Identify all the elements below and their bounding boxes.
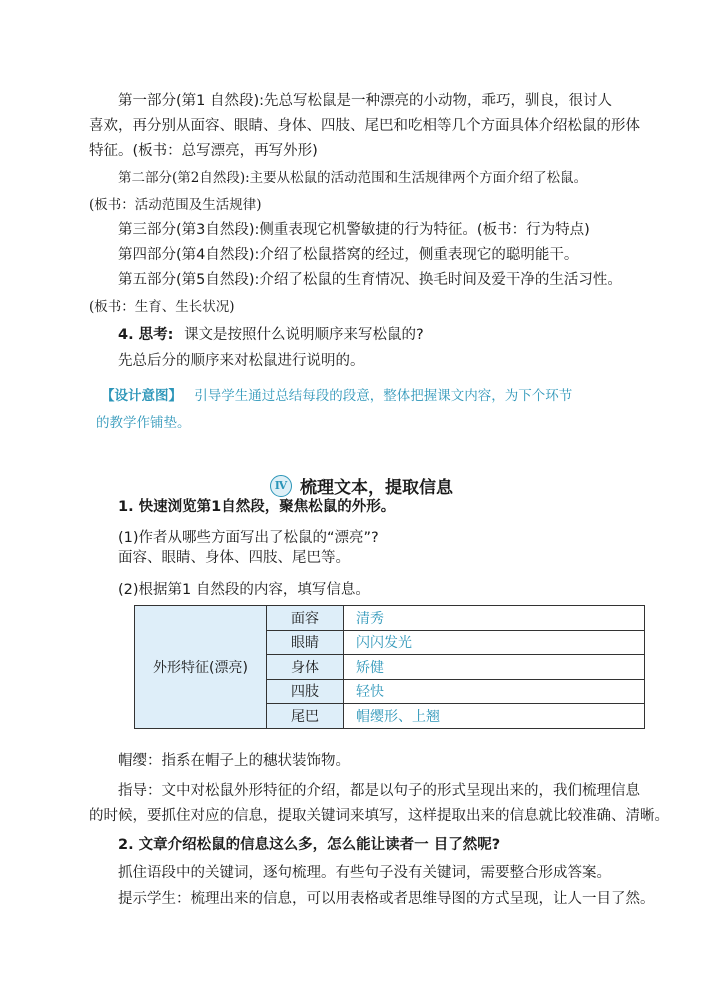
table-part-cell: 身体 xyxy=(267,655,344,680)
table-category-cell: 外形特征(漂亮) xyxy=(135,606,267,729)
paragraph-part2-line2: (板书：活动范围及生活规律) xyxy=(89,197,262,213)
question-1-sub1-answer: 面容、眼睛、身体、四肢、尾巴等。 xyxy=(118,550,350,566)
table-part-cell: 四肢 xyxy=(267,679,344,704)
question-4 xyxy=(118,323,424,347)
table-part-cell: 面容 xyxy=(267,606,344,631)
design-intent-line1 xyxy=(101,384,572,408)
table-value-cell: 矫健 xyxy=(344,655,645,680)
paragraph-part2-line1: 第二部分(第2自然段):主要从松鼠的活动范围和生活规律两个方面介绍了松鼠。 xyxy=(118,170,588,186)
paragraph-part4: 第四部分(第4自然段):介绍了松鼠搭窝的经过，侧重表现它的聪明能干。 xyxy=(118,247,579,263)
features-table xyxy=(134,605,645,729)
section-numeral-badge: Ⅳ xyxy=(270,475,292,497)
question-4-label: 4. 思考: xyxy=(118,327,174,343)
question-1-sub1: (1)作者从哪些方面写出了松鼠的“漂亮”? xyxy=(118,530,379,546)
table-value-cell: 轻快 xyxy=(344,679,645,704)
paragraph-part3: 第三部分(第3自然段):侧重表现它机警敏捷的行为特征。(板书：行为特点) xyxy=(118,222,590,238)
question-2-answer: 抓住语段中的关键词，逐句梳理。有些句子没有关键词，需要整合形成答案。 xyxy=(118,865,611,881)
paragraph-part5-line1: 第五部分(第5自然段):介绍了松鼠的生育情况、换毛时间及爱干净的生活习性。 xyxy=(118,272,622,288)
table-row xyxy=(135,606,645,631)
table-part-cell: 尾巴 xyxy=(267,704,344,729)
question-4-answer: 先总后分的顺序来对松鼠进行说明的。 xyxy=(118,353,365,369)
design-intent-text: 引导学生通过总结每段的段意，整体把握课文内容，为下个环节 xyxy=(194,388,573,404)
design-intent-tag: 【设计意图】 xyxy=(101,388,182,404)
vocab-note: 帽缨：指系在帽子上的穗状装饰物。 xyxy=(118,753,350,769)
table-part-cell: 眼睛 xyxy=(267,630,344,655)
teacher-hint: 提示学生：梳理出来的信息，可以用表格或者思维导图的方式呈现，让人一目了然。 xyxy=(118,891,655,907)
design-intent-line2: 的教学作铺垫。 xyxy=(96,415,191,431)
table-value-cell: 清秀 xyxy=(344,606,645,631)
paragraph-part5-line2: (板书：生育、生长状况) xyxy=(89,299,235,315)
table-value-cell: 帽缨形、上翘 xyxy=(344,704,645,729)
question-1-sub2: (2)根据第1 自然段的内容，填写信息。 xyxy=(118,582,370,598)
question-1: 1. 快速浏览第1自然段，聚焦松鼠的外形。 xyxy=(118,499,396,515)
table-value-cell: 闪闪发光 xyxy=(344,630,645,655)
guide-line2: 的时候，要抓住对应的信息，提取关键词来填写，这样提取出来的信息就比较准确、清晰。 xyxy=(89,808,669,824)
paragraph-part1-line1: 第一部分(第1 自然段):先总写松鼠是一种漂亮的小动物，乖巧，驯良，很讨人 xyxy=(118,93,613,109)
question-2: 2. 文章介绍松鼠的信息这么多，怎么能让读者一 目了然呢? xyxy=(118,837,501,853)
paragraph-part1-line2: 喜欢，再分别从面容、眼睛、身体、四肢、尾巴和吃相等几个方面具体介绍松鼠的形体 xyxy=(89,118,640,134)
paragraph-part1-line3: 特征。(板书：总写漂亮，再写外形) xyxy=(89,143,318,159)
question-4-text: 课文是按照什么说明顺序来写松鼠的? xyxy=(184,327,424,343)
section-title: 梳理文本，提取信息 xyxy=(300,478,453,498)
guide-line1: 指导：文中对松鼠外形特征的介绍，都是以句子的形式呈现出来的，我们梳理信息 xyxy=(118,783,640,799)
